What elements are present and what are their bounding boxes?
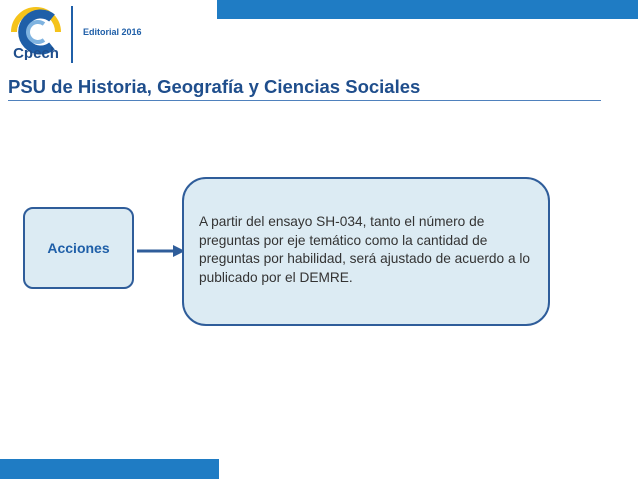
edition-label: Editorial 2016 [83, 27, 142, 37]
logo-wordmark: Cpech [13, 45, 59, 60]
page-title: PSU de Historia, Geografía y Ciencias Sociales [8, 76, 421, 97]
arrow-right-icon [137, 243, 185, 259]
description-box [182, 177, 550, 326]
title-underline [8, 100, 601, 101]
logo-arc-light [28, 22, 44, 42]
description-text: A partir del ensayo SH-034, tanto el número de preguntas por eje temático como la cantidad de preguntas por habilidad, será ajustado de acuerdo a lo publicado por el DEMRE. [199, 214, 531, 285]
cpech-logo [4, 2, 68, 60]
actions-box [23, 207, 134, 289]
bottom-accent-bar [0, 459, 219, 479]
actions-label: Acciones [47, 240, 110, 256]
top-accent-bar [217, 0, 638, 19]
logo-divider [71, 6, 73, 63]
